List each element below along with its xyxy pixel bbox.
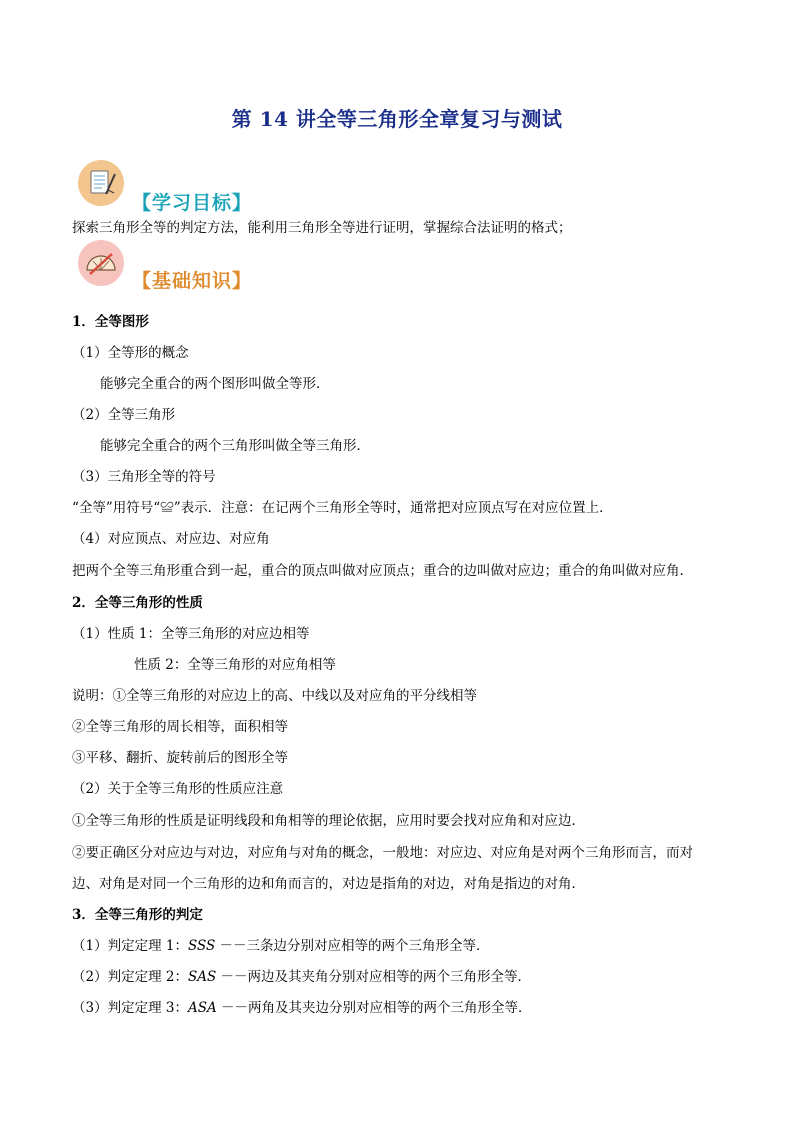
theorem-sas-prefix: （2）判定定理 2：	[72, 969, 188, 985]
paragraph-1-3: “全等”用符号“≌”表示．注意：在记两个三角形全等时，通常把对应顶点写在对应位置上．	[72, 500, 613, 516]
theorem-sas	[72, 968, 531, 986]
note-3: ③平移、翻折、旋转前后的图形全等	[72, 750, 288, 766]
page-title: 第 14 讲全等三角形全章复习与测试	[231, 107, 563, 131]
theorem-asa-prefix: （3）判定定理 3：	[72, 1000, 188, 1016]
subheading-1-2: （2）全等三角形	[72, 407, 176, 423]
paragraph-1-2: 能够完全重合的两个三角形叫做全等三角形．	[100, 438, 370, 454]
property-1: （1）性质 1：全等三角形的对应边相等	[72, 626, 310, 642]
note-1: 说明：①全等三角形的对应边上的高、中线以及对应角的平分线相等	[72, 688, 477, 704]
paragraph-1-4: 把两个全等三角形重合到一起，重合的顶点叫做对应顶点；重合的边叫做对应边；重合的角叫做对应角．	[72, 563, 693, 579]
notebook-pencil-icon	[78, 160, 124, 206]
heading-2: 2．全等三角形的性质	[72, 595, 203, 611]
theorem-sss-abbr: SSS	[187, 938, 216, 954]
paragraph-1-1: 能够完全重合的两个图形叫做全等形．	[100, 376, 330, 392]
theorem-sss-prefix: （1）判定定理 1：	[72, 938, 188, 954]
property-2: 性质 2：全等三角形的对应角相等	[134, 657, 336, 673]
section-goals-label: 【学习目标】	[132, 192, 253, 214]
section-header-basic	[78, 240, 378, 292]
section-basic-label: 【基础知识】	[132, 270, 253, 292]
paragraph-2-2a: ①全等三角形的性质是证明线段和角相等的理论依据，应用时要会找对应角和对应边．	[72, 813, 585, 829]
subheading-1-4: （4）对应顶点、对应边、对应角	[72, 531, 270, 547]
theorem-sas-abbr: SAS	[187, 969, 217, 985]
heading-3: 3．全等三角形的判定	[72, 907, 203, 923]
theorem-asa-abbr: ASA	[187, 1000, 217, 1016]
theorem-sss	[72, 937, 490, 955]
theorem-asa	[72, 999, 532, 1017]
protractor-icon	[78, 240, 124, 286]
subheading-1-1: （1）全等形的概念	[72, 345, 189, 361]
heading-1: 1．全等图形	[72, 314, 149, 330]
subheading-2-2: （2）关于全等三角形的性质应注意	[72, 781, 284, 797]
theorem-asa-text: －－两角及其夹边分别对应相等的两个三角形全等．	[216, 1000, 532, 1016]
theorem-sas-text: －－两边及其夹角分别对应相等的两个三角形全等．	[216, 969, 532, 985]
theorem-sss-text: －－三条边分别对应相等的两个三角形全等．	[215, 938, 490, 954]
paragraph-2-2b-line2: 边、对角是对同一个三角形的边和角而言的，对边是指角的对边，对角是指边的对角．	[72, 876, 585, 892]
subheading-1-3: （3）三角形全等的符号	[72, 469, 216, 485]
section-header-goals	[78, 160, 378, 214]
goal-text: 探索三角形全等的判定方法，能利用三角形全等进行证明，掌握综合法证明的格式；	[72, 220, 572, 236]
note-2: ②全等三角形的周长相等，面积相等	[72, 719, 288, 735]
paragraph-2-2b-line1: ②要正确区分对应边与对边，对应角与对角的概念，一般地：对应边、对应角是对两个三角形而言，而对	[72, 845, 693, 861]
